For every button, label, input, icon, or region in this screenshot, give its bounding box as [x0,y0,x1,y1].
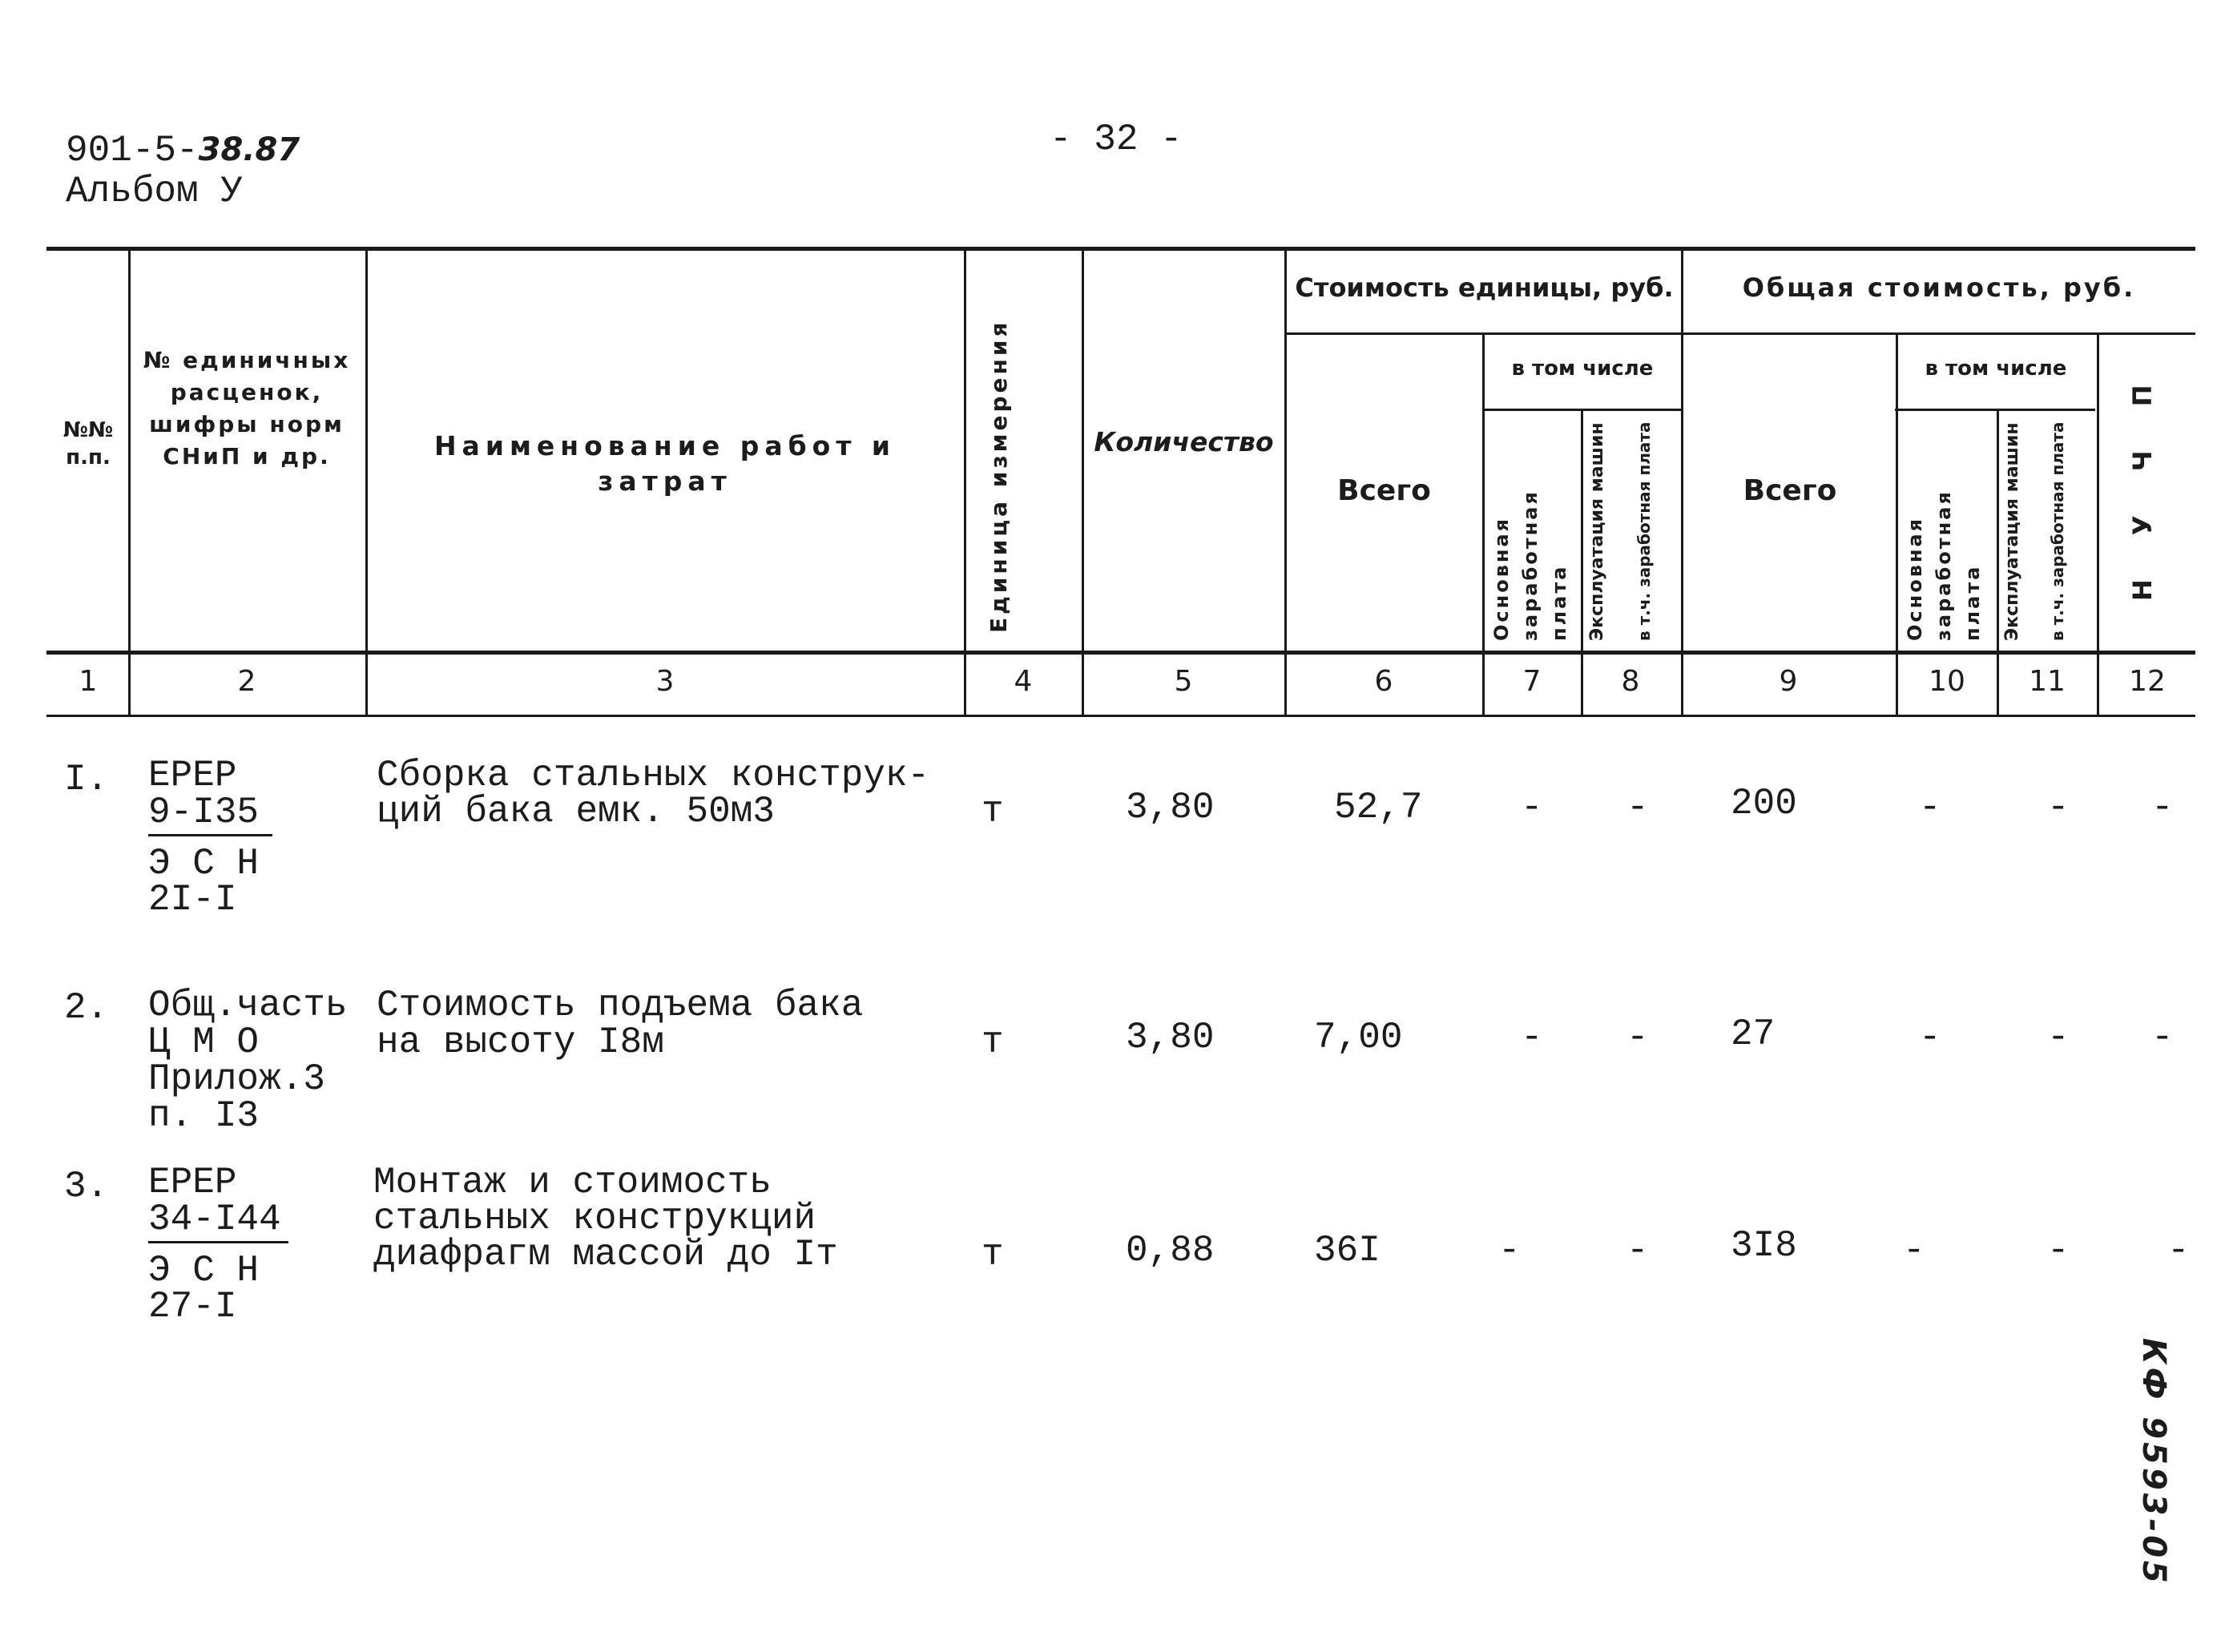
row-qty: 0,88 [1126,1230,1215,1271]
row-unit-total: 52,7 [1334,787,1423,828]
document-code [66,130,300,171]
colnum-7: 7 [1522,665,1542,698]
row-name-line-2: на высоту I8м [377,1021,664,1063]
row-qty: 3,80 [1126,787,1215,828]
colnum-bottom-border [46,715,2195,717]
row-code-line-2: Ц М О [148,1021,260,1063]
header-unit-cost-group: Стоимость единицы, руб. [1295,272,1674,303]
header-total-total: Всего [1743,474,1837,507]
row-total-total: 3I8 [1731,1225,1797,1267]
row-code-top [148,1164,292,1243]
colnum-4: 4 [1014,665,1033,698]
row-unit-wage: - [1521,787,1543,828]
row-code-line-1: Общ.часть [148,985,348,1026]
row-nuchp: - [2151,787,2174,828]
row-unit-wage: - [1521,1017,1543,1058]
row-unit-total: 7,00 [1314,1017,1403,1058]
vline-8 [1681,247,1683,715]
row-name-line-2: ций бака емк. 50м3 [377,791,775,832]
header-qty: Количество [1094,426,1274,457]
colnum-1: 1 [79,665,98,698]
vline-3 [964,247,966,715]
row-code-line-2: 2I-I [148,879,237,921]
header-unit-wage: Основная заработная плата [1490,490,1570,641]
row-unit-machine: - [1626,1017,1649,1058]
vline-1 [128,247,131,715]
row-number: 2. [64,987,109,1029]
vline-11 [2097,332,2099,715]
album-label: Альбом У [66,171,243,212]
row-nuchp: - [2151,1017,2174,1058]
row-total-machine: - [2047,787,2070,828]
header-unit-machine-sub: в т.ч. заработная плата [1634,421,1654,641]
header-code: № единичных расценок, шифры норм СНиП и др. [143,347,351,469]
header-total-wage: Основная заработная плата [1904,490,1984,641]
row-code-top [148,757,276,836]
header-unit: Единица измерения [986,319,1012,633]
colnum-12: 12 [2129,665,2166,698]
row-name-line-1: Сборка стальных конструк- [377,755,930,796]
colnum-5: 5 [1174,665,1193,698]
row-code-top-text: ЕРЕР 9-I35 [148,757,272,836]
page-number: - 32 - [1050,119,1183,160]
vline-4 [1082,247,1084,715]
row-unit-wage: - [1498,1230,1521,1271]
archive-stamp: КФ 9593-05 [2135,1338,2172,1586]
colnum-8: 8 [1621,665,1640,698]
row-number: 3. [64,1166,109,1207]
vline-2 [365,247,368,715]
document-code-suffix: 38.87 [198,131,300,168]
total-incl-divider [1895,409,2095,411]
colnum-6: 6 [1374,665,1393,698]
colnum-10: 10 [1929,665,1965,698]
row-name-line-3: диафрагм массой до Iт [373,1234,838,1275]
vline-7 [1581,409,1583,715]
row-number: I. [64,759,109,800]
row-name-line-1: Стоимость подъема бака [377,985,864,1026]
colnum-2: 2 [237,665,256,698]
row-name-line-2: стальных конструкций [373,1198,816,1239]
colnum-9: 9 [1779,665,1798,698]
header-unit-machine: Эксплуатация машин [1587,422,1607,641]
row-unit: т [981,791,1004,832]
row-total-wage: - [1919,787,1941,828]
vline-5 [1284,247,1287,715]
row-unit-machine: - [1626,1230,1649,1271]
row-code-line-2: 27-I [148,1286,237,1328]
row-code-line-1: Э С Н [148,1250,260,1291]
row-total-wage: - [1903,1230,1925,1271]
row-name-line-1: Монтаж и стоимость [373,1162,772,1203]
header-total-machine-sub: в т.ч. заработная плата [2048,421,2067,641]
colnum-11: 11 [2029,665,2066,698]
header-group-divider [1286,332,2195,335]
row-unit-total: 36I [1314,1230,1381,1271]
vline-9 [1896,332,1898,715]
vline-6 [1482,332,1485,715]
row-total-total: 200 [1731,783,1797,824]
vline-10 [1997,409,1999,715]
row-total-machine: - [2047,1230,2070,1271]
header-bottom-border [46,651,2195,655]
header-name: Наименование работ и затрат [433,430,897,497]
row-total-wage: - [1919,1017,1941,1058]
table-top-border [46,247,2195,251]
row-nuchp: - [2167,1230,2190,1271]
document-code-prefix: 901-5- [66,130,199,171]
header-total-machine: Эксплуатация машин [2002,422,2022,641]
header-unit-total: Всего [1337,474,1431,507]
row-code-top-text: ЕРЕР 34-I44 [148,1164,288,1243]
row-code-line-3: Прилож.3 [148,1058,325,1100]
row-qty: 3,80 [1126,1017,1215,1058]
row-unit: т [981,1234,1004,1275]
row-unit-machine: - [1626,787,1649,828]
header-nuchp: Н У Ч П [2127,367,2158,601]
row-code-line-1: Э С Н [148,843,260,884]
header-total-cost-group: Общая стоимость, руб. [1742,272,2136,303]
row-code-line-4: п. I3 [148,1095,260,1137]
row-unit: т [981,1021,1004,1063]
row-total-total: 27 [1731,1013,1776,1055]
header-num: №№ п.п. [62,418,114,469]
header-unit-cost-incl: в том числе [1511,357,1654,381]
colnum-3: 3 [655,665,675,698]
row-total-machine: - [2047,1017,2070,1058]
header-total-cost-incl: в том числе [1925,357,2067,381]
